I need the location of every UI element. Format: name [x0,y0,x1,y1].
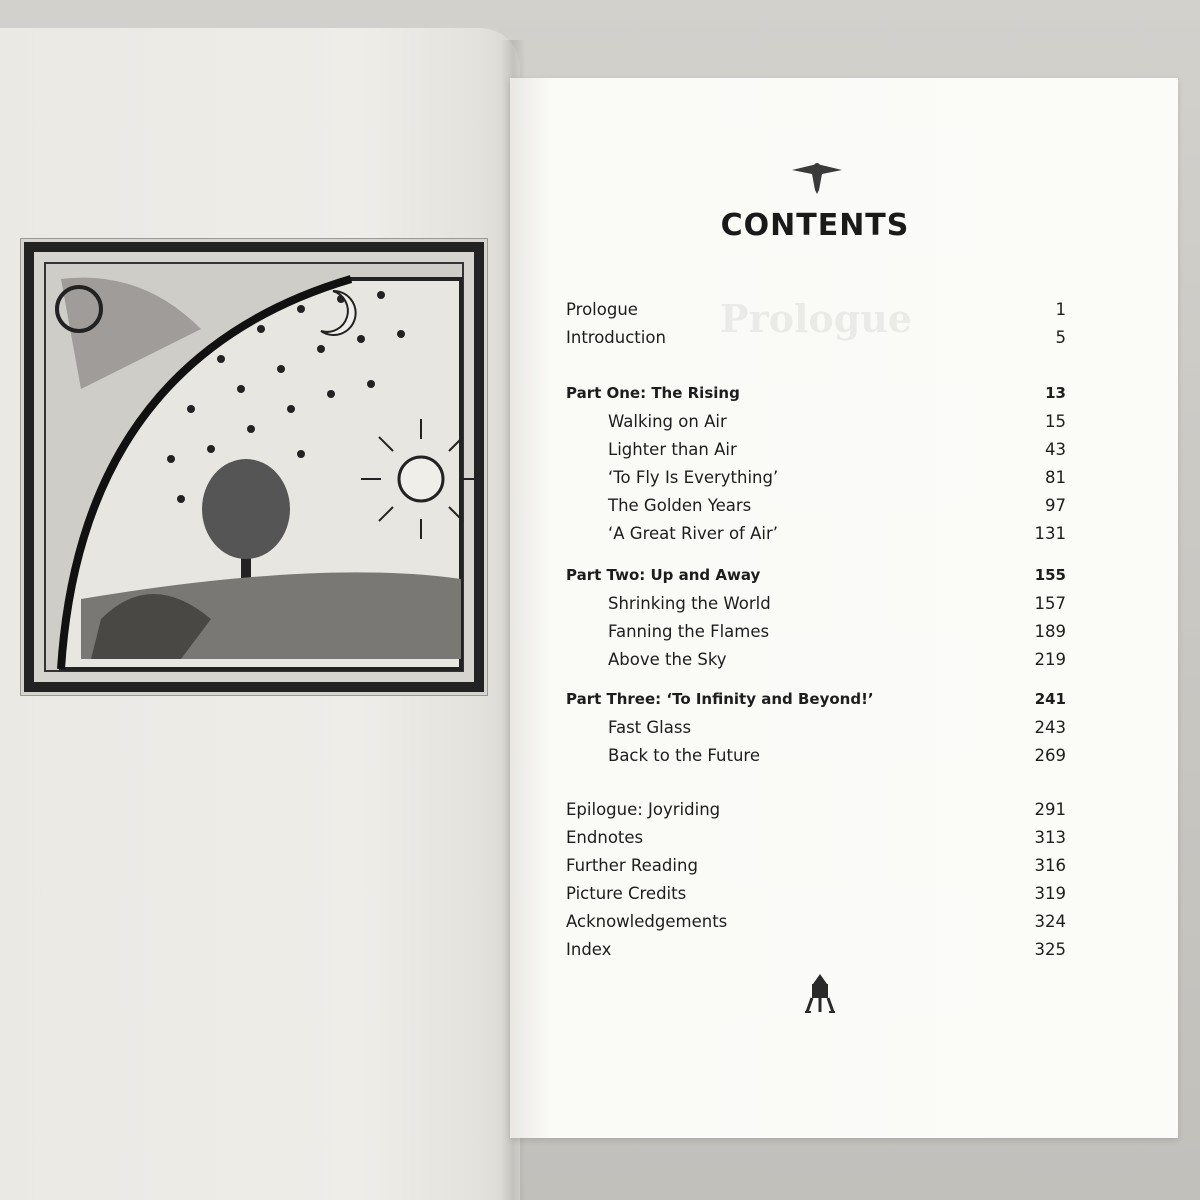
toc-entry-part-one[interactable] [566,384,1066,412]
toc-entry-page: 291 [1034,800,1066,819]
toc-entry-page: 324 [1034,912,1066,931]
toc-entry-epilogue[interactable] [566,800,1066,828]
toc-entry-page: 81 [1045,468,1066,487]
show-through-heading: Prologue [720,296,913,341]
winged-figure-icon [790,160,844,194]
toc-entry-fast-glass[interactable] [566,718,1066,746]
table-of-contents [566,300,1066,980]
toc-entry-page: 157 [1034,594,1066,613]
toc-entry-page: 316 [1034,856,1066,875]
toc-entry-page: 243 [1034,718,1066,737]
contents-title: CONTENTS [720,208,910,243]
toc-entry-label: Above the Sky [608,650,727,669]
toc-entry-part-two[interactable] [566,566,1066,594]
toc-entry-page: 241 [1034,690,1066,708]
toc-entry-page: 219 [1034,650,1066,669]
toc-entry-label: Epilogue: Joyriding [566,800,721,819]
toc-entry-label: The Golden Years [608,496,752,515]
toc-entry-page: 5 [1055,328,1066,347]
toc-entry-label: Part Two: Up and Away [566,566,761,584]
toc-entry-page: 269 [1034,746,1066,765]
toc-entry-page: 15 [1045,412,1066,431]
toc-entry-back-to-the-future[interactable] [566,746,1066,774]
toc-entry-lighter-than-air[interactable] [566,440,1066,468]
toc-entry-label: Walking on Air [608,412,727,431]
toc-entry-golden-years[interactable] [566,496,1066,524]
toc-entry-index[interactable] [566,940,1066,968]
toc-entry-fanning-the-flames[interactable] [566,622,1066,650]
toc-entry-page: 313 [1034,828,1066,847]
toc-entry-page: 43 [1045,440,1066,459]
toc-entry-label: Shrinking the World [608,594,771,613]
toc-entry-label: Introduction [566,328,666,347]
toc-entry-page: 189 [1034,622,1066,641]
toc-entry-label: ‘A Great River of Air’ [608,524,779,543]
toc-entry-walking-on-air[interactable] [566,412,1066,440]
toc-entry-great-river-of-air[interactable] [566,524,1066,552]
toc-entry-shrinking-the-world[interactable] [566,594,1066,622]
toc-entry-page: 319 [1034,884,1066,903]
toc-entry-label: ‘To Fly Is Everything’ [608,468,779,487]
toc-entry-page: 131 [1034,524,1066,543]
toc-entry-acknowledgements[interactable] [566,912,1066,940]
toc-entry-page: 97 [1045,496,1066,515]
toc-entry-above-the-sky[interactable] [566,650,1066,678]
toc-entry-page: 13 [1045,384,1066,402]
toc-entry-label: Index [566,940,612,959]
toc-entry-page: 1 [1055,300,1066,319]
toc-entry-page: 155 [1034,566,1066,584]
toc-entry-label: Part Three: ‘To Infinity and Beyond!’ [566,690,874,708]
toc-entry-introduction[interactable] [566,328,1066,356]
toc-entry-part-three[interactable] [566,690,1066,718]
toc-entry-to-fly-is-everything[interactable] [566,468,1066,496]
lunar-lander-icon [805,972,835,1014]
toc-entry-picture-credits[interactable] [566,884,1066,912]
flammarion-engraving-image [20,238,488,696]
toc-entry-label: Part One: The Rising [566,384,740,402]
toc-entry-label: Acknowledgements [566,912,728,931]
toc-entry-label: Further Reading [566,856,698,875]
toc-entry-label: Fast Glass [608,718,692,737]
toc-entry-label: Lighter than Air [608,440,737,459]
toc-entry-page: 325 [1034,940,1066,959]
toc-entry-label: Prologue [566,300,638,319]
toc-entry-endnotes[interactable] [566,828,1066,856]
toc-entry-label: Fanning the Flames [608,622,770,641]
toc-entry-label: Back to the Future [608,746,760,765]
toc-entry-label: Endnotes [566,828,644,847]
toc-entry-prologue[interactable] [566,300,1066,328]
toc-entry-label: Picture Credits [566,884,687,903]
toc-entry-further-reading[interactable] [566,856,1066,884]
